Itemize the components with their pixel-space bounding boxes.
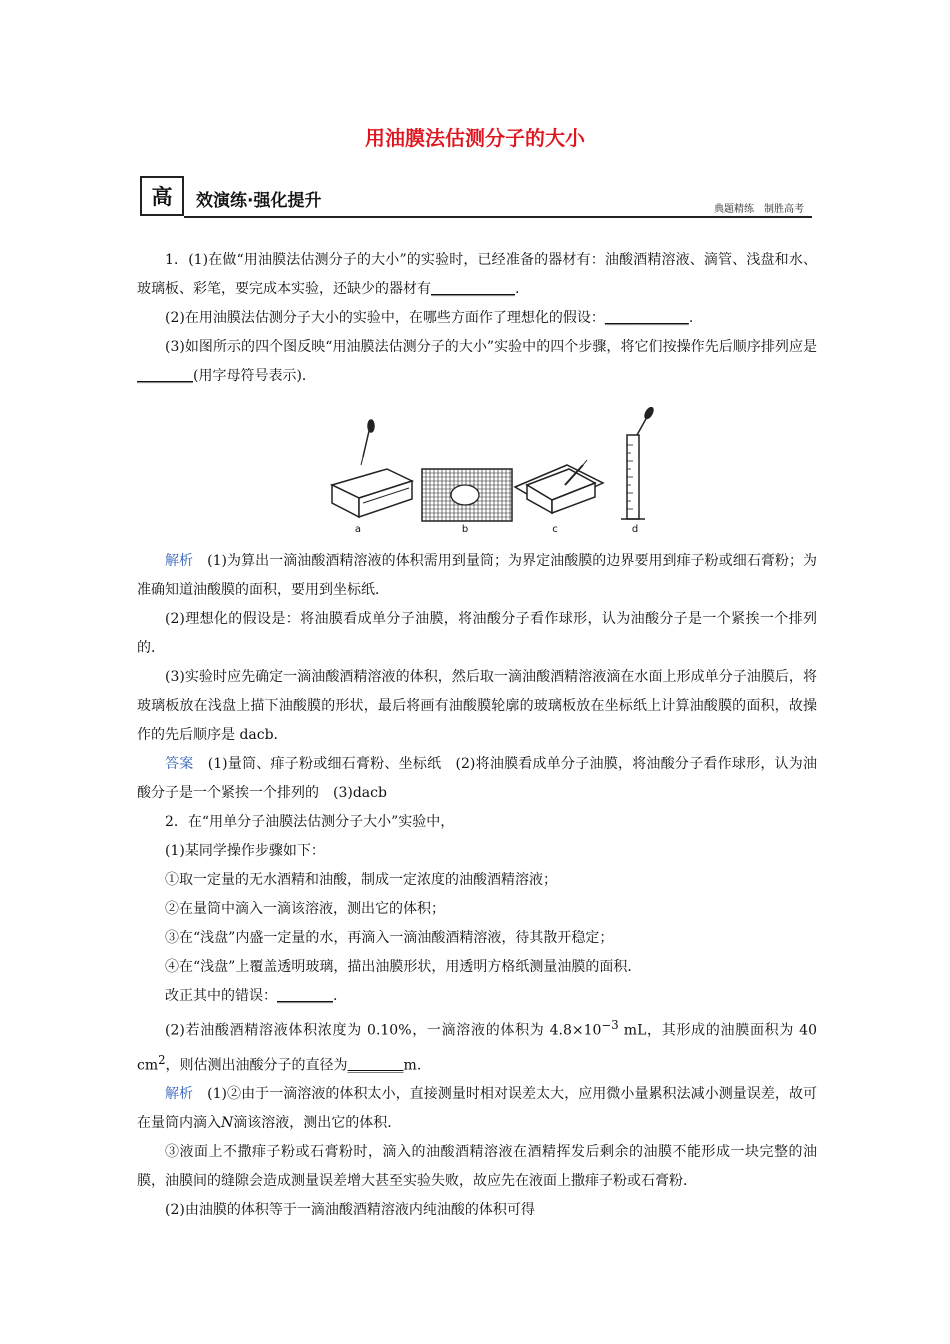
q2-analysis-2: ③液面上不撒痱子粉或石膏粉时，滴入的油酸酒精溶液在酒精挥发后剩余的油膜不能形成一块完整的油膜，油膜间的缝隙会造成测量误差增大甚至实验失败，故应先在液面上撒痱子粉或石膏粉． <box>137 1144 817 1190</box>
q2-analysis-1-text-a: (1)②由于一滴溶液的体积太小，直接测量时相对误差太大，应用微小量累积法减小测量误差，故可在量筒内滴入 <box>137 1086 818 1132</box>
q1-part2 <box>137 304 817 333</box>
q1-part2-text: (2)在用油膜法估测分子大小的实验中，在哪些方面作了理想化的假设： <box>165 310 605 326</box>
figure-label-a: a <box>354 524 362 535</box>
q1-answer-text: (1)量筒、痱子粉或细石膏粉、坐标纸 (2)将油膜看成单分子油膜，将油酸分子看作球形，认为油酸分子是一个紧挨一个排列的 (3)dacb <box>137 756 818 801</box>
answer-tag: 答案 <box>165 756 194 772</box>
q2-step-1: ①取一定量的无水酒精和油酸，制成一定浓度的油酸酒精溶液； <box>165 872 557 888</box>
step-c-glass-pen <box>515 460 603 513</box>
banner-heading: 效演练·强化提升 <box>196 191 322 211</box>
q1-blank-3: ________ <box>137 368 193 384</box>
q1-part3 <box>137 333 817 391</box>
q2-part2-end: m. <box>403 1057 422 1074</box>
q2-analysis-italic-n: N <box>221 1115 234 1132</box>
q2-analysis-1-text-b: 滴该溶液，测出它的体积． <box>233 1115 402 1132</box>
figure-drawings <box>137 399 817 541</box>
q2-part1: (1)某同学操作步骤如下： <box>165 843 325 859</box>
q2-exponent: −3 <box>601 1018 619 1032</box>
q1-analysis-3: (3)实验时应先确定一滴油酸酒精溶液的体积，然后取一滴油酸酒精溶液滴在水面上形成单分子油膜后，将玻璃板放在浅盘上描下油酸膜的形状，最后将画有油酸膜轮廓的玻璃板放在坐标纸上计算油酸膜的面积，故操作的先后顺序是 dacb． <box>137 669 817 743</box>
q2-step-4: ④在“浅盘”上覆盖透明玻璃，描出油膜形状，用透明方格纸测量油膜的面积． <box>165 959 642 975</box>
q2-blank-1: ________ <box>277 988 333 1004</box>
content <box>137 246 817 1225</box>
q2-correction-end: . <box>333 988 338 1004</box>
analysis-tag: 解析 <box>165 553 194 569</box>
q2-correction-text: 改正其中的错误： <box>165 988 277 1004</box>
q1-part2-end: . <box>688 310 694 326</box>
page-title: 用油膜法估测分子的大小 <box>365 126 585 150</box>
figure-label-c: c <box>552 524 558 535</box>
analysis-tag-2: 解析 <box>165 1086 194 1103</box>
q2-area-exponent: 2 <box>158 1052 166 1067</box>
section-banner <box>140 176 812 218</box>
q1-answer <box>137 750 817 808</box>
step-b-grid <box>422 469 512 521</box>
q2-part2 <box>137 1011 817 1080</box>
q1-part1-text: 1．(1)在做“用油膜法估测分子的大小”的实验时，已经准备的器材有：油酸酒精溶液、滴管、浅盘和水、玻璃板、彩笔，要完成本实验，还缺少的器材有 <box>137 252 817 297</box>
q2-part2-text-c: ，则估测出油酸分子的直径为 <box>165 1057 348 1074</box>
q1-analysis-1-text: (1)为算出一滴油酸酒精溶液的体积需用到量筒；为界定油酸膜的边界要用到痱子粉或细石膏粉；为准确知道油酸膜的面积，要用到坐标纸． <box>137 553 818 598</box>
q2-step-3: ③在“浅盘”内盛一定量的水，再滴入一滴油酸酒精溶液，待其散开稳定； <box>165 930 614 946</box>
q1-part1 <box>137 246 817 304</box>
q2-stem: 2．在“用单分子油膜法估测分子大小”实验中， <box>165 814 455 830</box>
figure-label-b: b <box>461 524 469 535</box>
q2-part2-text-a: (2)若油酸酒精溶液体积浓度为 0.10%，一滴溶液的体积为 4.8×10 <box>165 1022 602 1039</box>
q2-analysis-1 <box>137 1080 817 1138</box>
q1-part3-end: (用字母符号表示)． <box>193 368 316 384</box>
q2-analysis-3: (2)由油膜的体积等于一滴油酸酒精溶液内纯油酸的体积可得 <box>165 1202 535 1219</box>
step-a-dropper-tray <box>332 420 412 517</box>
q1-part1-end: . <box>515 281 520 297</box>
q2-step-2: ②在量筒中滴入一滴该溶液，测出它的体积； <box>165 901 445 917</box>
experiment-figure <box>137 399 817 541</box>
q1-blank-1: ____________ <box>431 281 515 297</box>
banner-slogan: 典题精练 制胜高考 <box>714 204 804 215</box>
figure-label-d: d <box>631 524 639 535</box>
q2-blank-2: ________ <box>347 1057 404 1074</box>
q1-part3-text: (3)如图所示的四个图反映“用油膜法估测分子的大小”实验中的四个步骤，将它们按操作先后顺序排列应是 <box>165 339 817 355</box>
banner-box: 高 <box>140 176 184 216</box>
q1-analysis-2: (2)理想化的假设是：将油膜看成单分子油膜，将油酸分子看作球形，认为油酸分子是一个紧挨一个排列的． <box>137 611 817 656</box>
q1-blank-2: ____________ <box>604 310 689 326</box>
q1-analysis-1 <box>137 547 817 605</box>
q2-part2-text-b: mL，其形成的油膜面积为 40 cm <box>137 1022 817 1074</box>
step-d-cylinder <box>621 406 655 519</box>
banner-rule <box>184 216 812 218</box>
q2-correction <box>137 982 817 1011</box>
